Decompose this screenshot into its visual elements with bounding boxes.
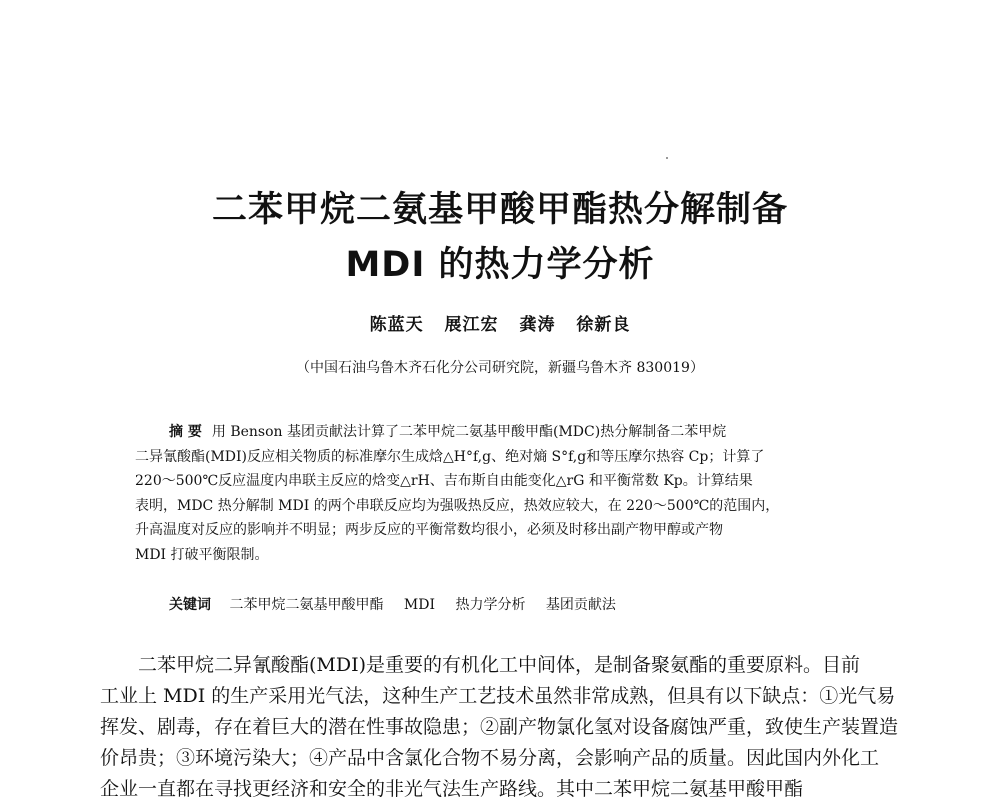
title-line-1: 二苯甲烷二氨基甲酸甲酯热分解制备: [211, 190, 788, 230]
abstract-line-6: MDI 打破平衡限制。: [135, 546, 269, 563]
abstract-text: 用 Benson 基团贡献法计算了二苯甲烷二氨基甲酸甲酯(MDC)热分解制备二苯甲烷: [211, 424, 727, 440]
abstract-line-2: 二异氰酸酯(MDI)反应相关物质的标准摩尔生成焓△H°f,g、绝对熵 S°f,g和等压摩尔热容 Cp；计算了: [135, 448, 765, 465]
keyword: 热力学分析: [455, 597, 526, 613]
abstract-line-4: 表明，MDC 热分解制 MDI 的两个串联反应均为强吸热反应，热效应较大，在 220～500℃的范围内，: [135, 497, 780, 514]
author-name: 陈蓝天: [369, 315, 424, 335]
body-line: 企业一直都在寻找更经济和安全的非光气法生产路线。其中二苯甲烷二氨基甲酸甲酯: [100, 778, 804, 800]
author-name: 龚涛: [519, 315, 556, 335]
abstract: [135, 420, 865, 567]
speck-mark: [666, 157, 668, 159]
keywords-label: 关键词: [169, 597, 211, 613]
body-line: 挥发、剧毒，存在着巨大的潜在性事故隐患；②副产物氯化氢对设备腐蚀严重，致使生产装置造: [100, 716, 899, 738]
keyword: 二苯甲烷二氨基甲酸甲酯: [229, 597, 384, 613]
author-name: 展江宏: [444, 315, 499, 335]
author-name: 徐新良: [576, 315, 631, 335]
keyword: MDI: [403, 597, 435, 613]
affiliation: （中国石油乌鲁木齐石化分公司研究院，新疆乌鲁木齐 830019）: [296, 360, 704, 376]
title-line-2: MDI 的热力学分析: [345, 245, 655, 285]
abstract-line-3: 220～500℃反应温度内串联主反应的焓变△rH、吉布斯自由能变化△rG 和平衡常数 Kp。计算结果: [135, 473, 753, 489]
body-line: 价昂贵；③环境污染大；④产品中含氯化合物不易分离，会影响产品的质量。因此国内外化工: [100, 747, 880, 769]
abstract-line-5: 升高温度对反应的影响并不明显；两步反应的平衡常数均很小，必须及时移出副产物甲醇或产物: [135, 522, 723, 538]
keyword: 基团贡献法: [545, 597, 616, 613]
body-line: 工业上 MDI 的生产采用光气法，这种生产工艺技术虽然非常成熟，但具有以下缺点：①光气易: [100, 685, 896, 707]
abstract-line-1: [135, 420, 865, 445]
body-line: 二苯甲烷二异氰酸酯(MDI)是重要的有机化工中间体，是制备聚氨酯的重要原料。目前: [138, 654, 861, 676]
author-list: [100, 310, 900, 335]
body-paragraph: [100, 650, 900, 805]
keywords: [169, 594, 632, 614]
abstract-label: 摘 要: [169, 424, 202, 440]
